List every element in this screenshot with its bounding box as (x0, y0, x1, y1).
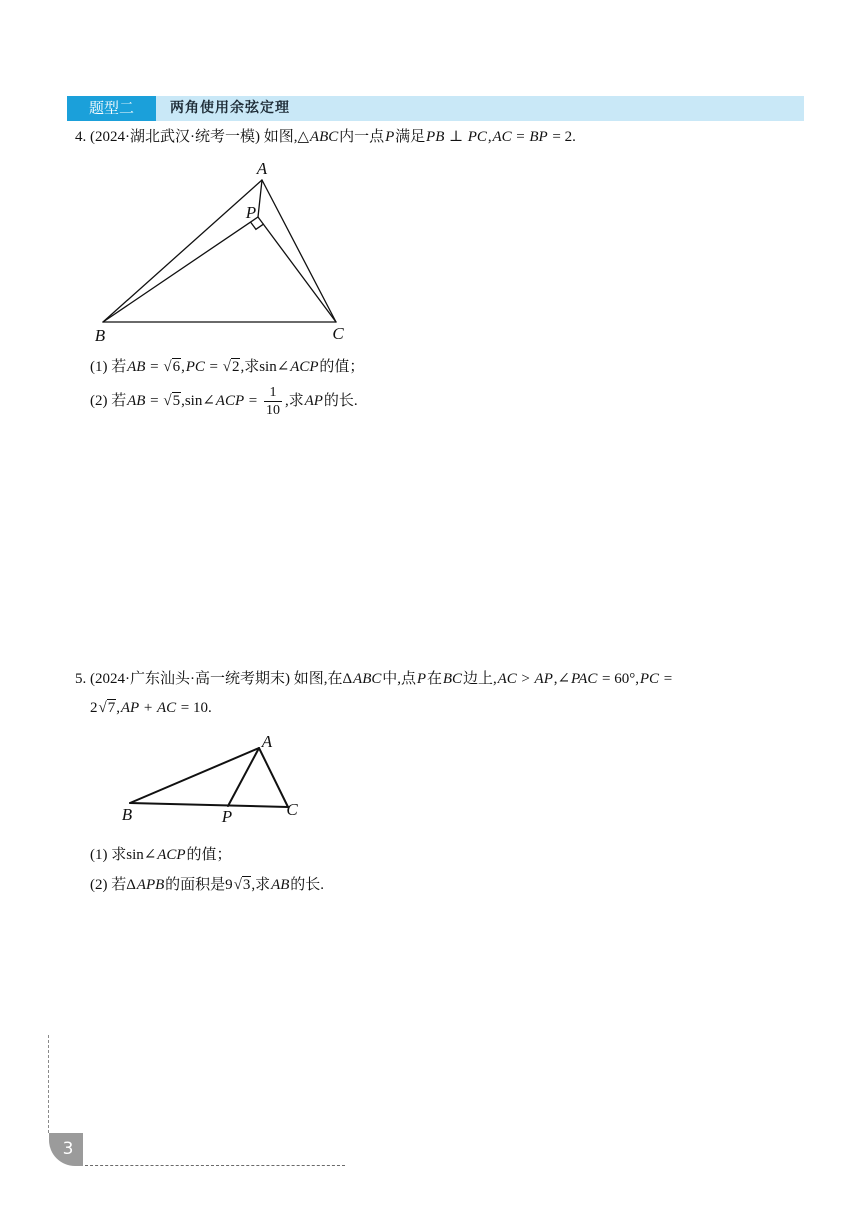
vertex-label-b: B (121, 805, 133, 824)
radical-sign: √ (98, 700, 107, 716)
math-variable: AB (127, 393, 146, 409)
math-variable: P (385, 129, 395, 145)
text-run: ,sin∠ (181, 393, 215, 409)
fraction-numerator: 1 (264, 385, 282, 402)
text-run: (2) 若 (90, 393, 127, 409)
problem-5-part-2 (90, 875, 324, 895)
math-operator: = (516, 129, 525, 145)
math-operator: + (143, 700, 153, 716)
problem-5-stem-line-1 (75, 669, 676, 689)
vertex-label-p: P (221, 807, 233, 826)
math-variable: AC (497, 671, 517, 687)
math-variable: ACP (215, 393, 245, 409)
problem-4-part-1 (90, 357, 364, 377)
fraction-denominator: 10 (265, 402, 280, 418)
math-operator: ⊥ (449, 129, 464, 145)
text-run: 的值； (186, 847, 232, 863)
text-run: (1) 若 (90, 359, 127, 375)
problem-5-part-1 (90, 845, 231, 865)
text-run: (2) 若Δ (90, 877, 136, 893)
math-variable: APB (136, 877, 165, 893)
math-operator: = (248, 393, 258, 409)
segment-ap (258, 180, 262, 217)
footer-dashed-line (85, 1165, 345, 1166)
math-operator: = (180, 700, 190, 716)
text-run: 10. (192, 700, 212, 716)
text-run: 的值； (319, 359, 365, 375)
math-variable: AC (492, 129, 512, 145)
vertex-label-b: B (94, 326, 106, 345)
math-variable: PAC (570, 671, 598, 687)
section-label: 题型二 (67, 96, 156, 121)
segment-ac (259, 748, 288, 807)
section-header (67, 96, 804, 121)
radical-sign: √ (163, 393, 172, 409)
margin-dashed-line (48, 1035, 49, 1133)
vertex-label-c: C (332, 324, 344, 343)
right-angle-marker (251, 222, 264, 229)
segment-ap (228, 748, 259, 806)
vertex-label-p: P (245, 203, 257, 222)
math-operator: = (209, 359, 218, 375)
segment-ac (262, 180, 336, 322)
math-variable: ABC (353, 671, 382, 687)
part-2-text-before (90, 391, 261, 411)
math-variable: AB (127, 359, 146, 375)
problem-5-figure (115, 730, 305, 825)
text-run: 2 (90, 700, 98, 716)
part-2-text-after (285, 391, 358, 411)
math-variable: ACP (290, 359, 319, 375)
text-run: , (181, 359, 185, 375)
math-variable: P (416, 671, 427, 687)
math-operator: = (552, 129, 561, 145)
problem-4-figure (90, 155, 360, 345)
text-run: , (116, 700, 120, 716)
radicand: 6 (172, 359, 181, 375)
text-run: ,求 (251, 877, 271, 893)
text-run: , (487, 129, 492, 145)
math-operator: = (150, 359, 159, 375)
text-run: ,求sin∠ (240, 359, 290, 375)
segment-pc (258, 217, 336, 322)
math-variable: BP (529, 129, 548, 145)
math-variable: PB (426, 129, 445, 145)
segment-ab (103, 180, 262, 322)
radicand: 3 (242, 877, 251, 893)
radicand: 2 (231, 359, 240, 375)
vertex-label-a: A (261, 732, 273, 751)
math-operator: = (602, 671, 611, 687)
radical-sign: √ (163, 359, 172, 375)
text-run: 满足 (395, 129, 426, 145)
text-run: 4. (2024·湖北武汉·统考一模) 如图,△ (75, 129, 310, 145)
problem-4-part-2 (90, 384, 358, 418)
math-variable: AP (304, 393, 323, 409)
page-number: 3 (49, 1133, 83, 1166)
segment-bp (103, 217, 258, 322)
math-operator: > (521, 671, 530, 687)
text-run: 在 (426, 671, 442, 687)
vertex-label-c: C (286, 800, 298, 819)
math-variable: BC (442, 671, 463, 687)
radicand: 5 (172, 393, 181, 409)
radical-sign: √ (233, 877, 242, 893)
radical-sign: √ (222, 359, 231, 375)
section-title: 两角使用余弦定理 (170, 100, 290, 116)
text-run: 的长. (323, 393, 358, 409)
text-run: 内一点 (339, 129, 385, 145)
text-run: 5. (2024·广东汕头·高一统考期末) 如图,在Δ (75, 671, 353, 687)
text-run: 边上, (462, 671, 497, 687)
math-variable: ACP (157, 847, 186, 863)
math-variable: ABC (309, 129, 339, 145)
text-run: 的长. (290, 877, 325, 893)
text-run: ,∠ (553, 671, 571, 687)
problem-5-stem-line-2 (90, 698, 212, 718)
math-variable: PC (467, 129, 487, 145)
problem-4-stem (75, 127, 576, 147)
math-variable: PC (639, 671, 660, 687)
segment-bc (130, 803, 288, 807)
math-operator: = (150, 393, 159, 409)
math-variable: AP (120, 700, 140, 716)
math-variable: AP (534, 671, 553, 687)
text-run: ,求 (284, 393, 304, 409)
math-operator: = (663, 671, 673, 687)
math-variable: AC (156, 700, 177, 716)
fraction (264, 385, 282, 418)
text-run: 中,点 (382, 671, 417, 687)
vertex-label-a: A (256, 159, 268, 178)
text-run: 2. (564, 129, 576, 145)
text-run: (1) 求sin∠ (90, 847, 157, 863)
text-run: 的面积是9 (165, 877, 233, 893)
radicand: 7 (107, 700, 116, 716)
text-run: 60°, (614, 671, 639, 687)
math-variable: PC (185, 359, 205, 375)
segment-ab (130, 748, 259, 803)
math-variable: AB (271, 877, 290, 893)
